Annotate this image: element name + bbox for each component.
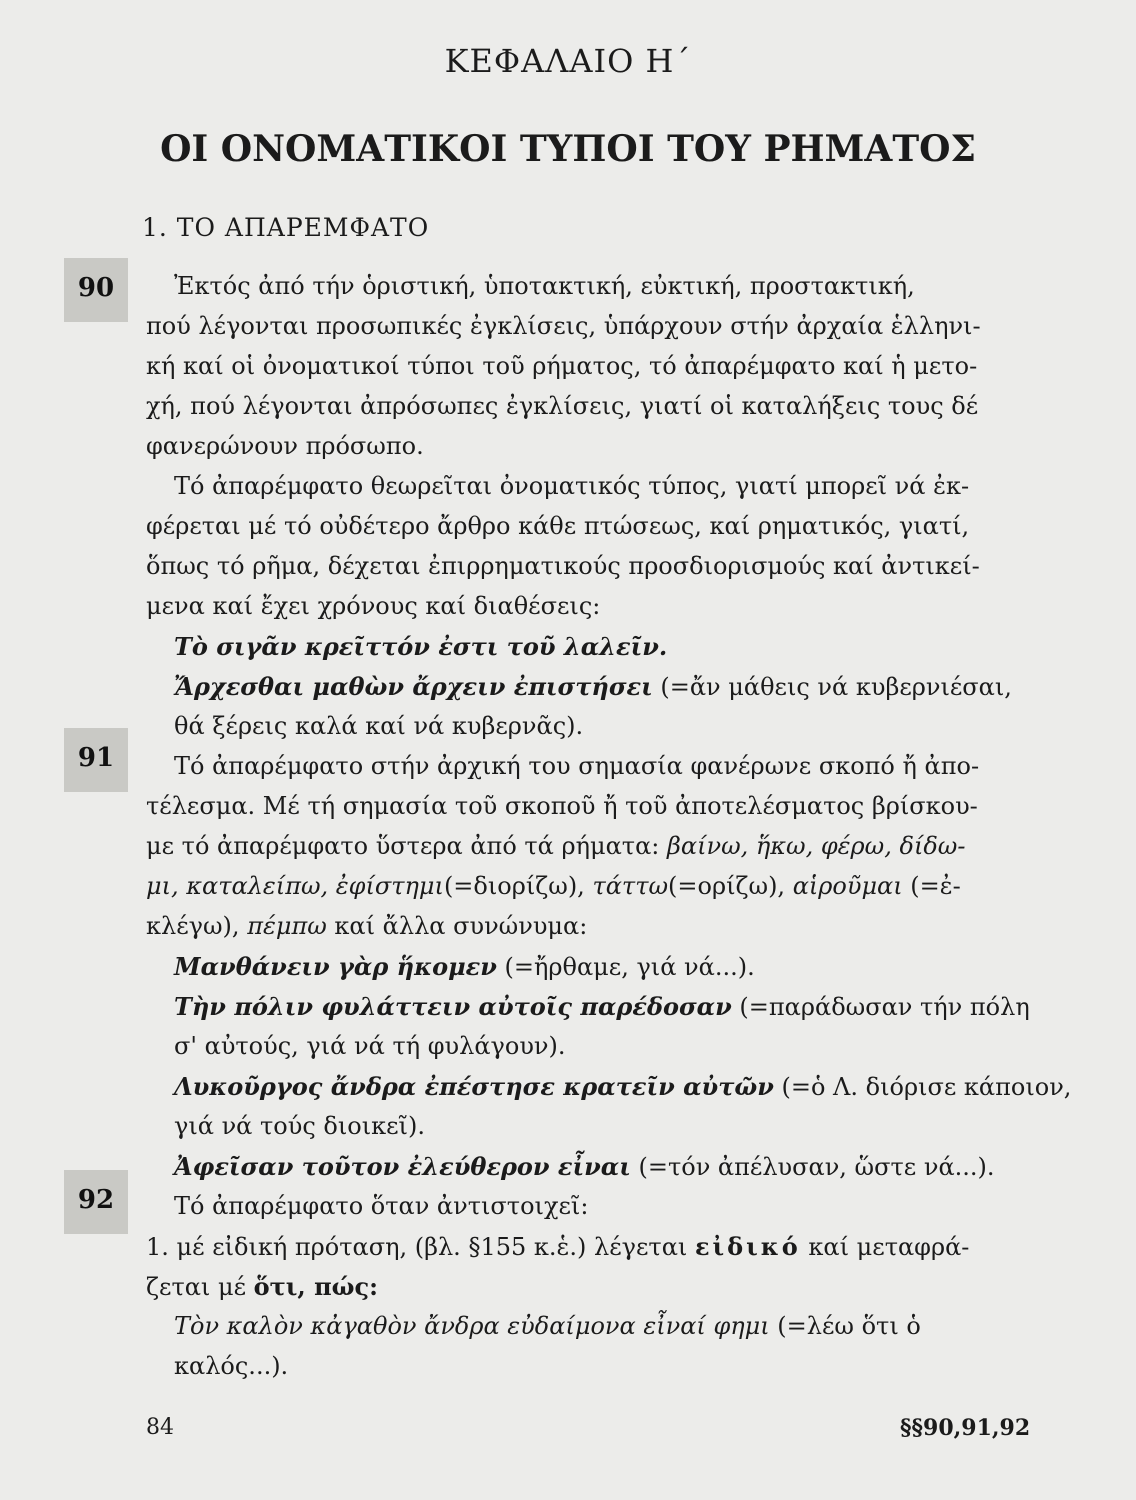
p91-example-4-translation: (=τόν ἀπέλυσαν, ὥστε νά...). — [630, 1153, 995, 1181]
section-heading: 1. ΤΟ ΑΠΑΡΕΜΦΑΤΟ — [142, 213, 430, 242]
p90-example-2-greek: Ἄρχεσθαι μαθὼν ἄρχειν ἐπιστήσει — [174, 672, 653, 701]
p91-line-4 — [146, 872, 961, 900]
p91-example-3-translation: (=ὁ Λ. διόρισε κάποιον, — [773, 1073, 1072, 1101]
page-number: 84 — [146, 1415, 174, 1440]
p91-line-5-verb: πέμπω — [247, 912, 327, 940]
p90-example-2 — [174, 672, 1012, 701]
p91-line-4-verb-tatto: τάττω — [592, 872, 669, 900]
p91-line-3-verbs: βαίνω, ἥκω, φέρω, δίδω- — [667, 832, 966, 860]
chapter-title: ΟΙ ΟΝΟΜΑΤΙΚΟΙ ΤΥΠΟΙ ΤΟΥ ΡΗΜΑΤΟΣ — [160, 128, 976, 170]
p90-example-2-translation: (=ἄν μάθεις νά κυβερνιέσαι, — [652, 673, 1012, 701]
p91-example-1-translation: (=ἤρθαμε, γιά νά...). — [496, 953, 755, 981]
p91-example-2-translation: (=παράδωσαν τήν πόλη — [731, 993, 1030, 1021]
p92-example-1-greek: Τὸν καλὸν κἀγαθὸν ἄνδρα εὐδαίμονα εἶναί φημι — [174, 1312, 770, 1340]
p91-example-4 — [174, 1152, 995, 1181]
section-references: §§90,91,92 — [900, 1415, 1031, 1441]
p92-example-1-translation: (=λέω ὅτι ὁ — [769, 1312, 921, 1340]
paragraph-number-92: 92 — [64, 1170, 128, 1234]
p91-line-3-text: με τό ἀπαρέμφατο ὕστερα ἀπό τά ρήματα: — [146, 832, 668, 860]
p91-example-2 — [174, 992, 1030, 1021]
p91-example-2-greek: Τὴν πόλιν φυλάττειν αὐτοῖς παρέδοσαν — [174, 992, 732, 1021]
p92-line-2 — [146, 1232, 969, 1261]
paragraph-number-90: 90 — [64, 258, 128, 322]
p91-example-3-cont: γιά νά τούς διοικεῖ). — [174, 1112, 425, 1140]
p90-line-4: χή, πού λέγονται ἀπρόσωπες ἐγκλίσεις, γιατί οἱ καταλήξεις τους δέ — [146, 392, 979, 420]
p91-example-2-cont: σ' αὐτούς, γιά νά τή φυλάγουν). — [174, 1032, 566, 1060]
p92-example-1 — [174, 1312, 921, 1340]
p91-example-4-greek: Ἀφεῖσαν τοῦτον ἐλεύθερον εἶναι — [174, 1152, 631, 1181]
p90-line-2: πού λέγονται προσωπικές ἐγκλίσεις, ὑπάρχουν στήν ἀρχαία ἑλληνι- — [146, 312, 981, 340]
paragraph-number-91: 91 — [64, 728, 128, 792]
p91-line-1: Τό ἀπαρέμφατο στήν ἀρχική του σημασία φανέρωνε σκοπό ἤ ἀπο- — [174, 752, 980, 780]
p91-line-4-gloss-1: (=διορίζω), — [443, 872, 593, 900]
p90-example-1: Τὸ σιγᾶν κρεῖττόν ἐστι τοῦ λαλεῖν. — [174, 632, 668, 661]
p92-line-3-text: ζεται μέ — [146, 1273, 254, 1301]
p90-line-9: μενα καί ἔχει χρόνους καί διαθέσεις: — [146, 592, 601, 620]
p92-line-2-rest: καί μεταφρά- — [800, 1233, 970, 1261]
p90-line-3: κή καί οἱ ὀνοματικοί τύποι τοῦ ρήματος, τό ἀπαρέμφατο καί ἡ μετο- — [146, 352, 978, 380]
p92-line-2-text: 1. μέ εἰδική πρόταση, (βλ. §155 κ.ἑ.) λέγεται — [146, 1233, 695, 1261]
p92-line-2-term: εἰδικό — [694, 1232, 801, 1261]
p91-example-1 — [174, 952, 755, 981]
p90-line-1: Ἐκτός ἀπό τήν ὁριστική, ὑποτακτική, εὐκτική, προστακτική, — [174, 272, 915, 300]
chapter-heading: ΚΕΦΑΛΑΙΟ Η΄ — [444, 42, 692, 80]
p91-line-3 — [146, 832, 965, 860]
p90-line-6: Τό ἀπαρέμφατο θεωρεῖται ὀνοματικός τύπος, γιατί μπορεῖ νά ἐκ- — [174, 472, 970, 500]
p90-line-7: φέρεται μέ τό οὐδέτερο ἄρθρο κάθε πτώσεως, καί ρηματικός, γιατί, — [146, 512, 970, 540]
p91-example-3 — [174, 1072, 1071, 1101]
p91-example-1-greek: Μανθάνειν γὰρ ἥκομεν — [174, 952, 497, 981]
p91-line-5 — [146, 912, 587, 940]
p90-line-5: φανερώνουν πρόσωπο. — [146, 432, 424, 460]
p90-line-8: ὅπως τό ρῆμα, δέχεται ἐπιρρηματικούς προσδιορισμούς καί ἀντικεί- — [146, 552, 980, 580]
p91-line-2: τέλεσμα. Μέ τή σημασία τοῦ σκοποῦ ἤ τοῦ ἀποτελέσματος βρίσκου- — [146, 792, 978, 820]
p91-example-3-greek: Λυκοῦργος ἄνδρα ἐπέστησε κρατεῖν αὐτῶν — [174, 1072, 774, 1101]
p91-line-5-rest: καί ἄλλα συνώνυμα: — [326, 912, 588, 940]
p91-line-4-gloss-2: (=ορίζω), — [668, 872, 793, 900]
p91-line-4-verbs: μι, καταλείπω, ἐφίστημι — [146, 872, 444, 900]
p92-line-3 — [146, 1272, 378, 1301]
p91-line-4-verb-airoumai: αἱροῦμαι — [792, 872, 903, 900]
p92-line-3-conjunctions: ὅτι, πώς: — [253, 1272, 378, 1301]
p90-example-2-cont: θά ξέρεις καλά καί νά κυβερνᾶς). — [174, 712, 584, 740]
p92-line-1: Τό ἀπαρέμφατο ὅταν ἀντιστοιχεῖ: — [174, 1192, 589, 1220]
p91-line-5-text: κλέγω), — [146, 912, 248, 940]
p92-example-1-cont: καλός...). — [174, 1352, 289, 1380]
p91-line-4-gloss-3: (=ἐ- — [902, 872, 961, 900]
